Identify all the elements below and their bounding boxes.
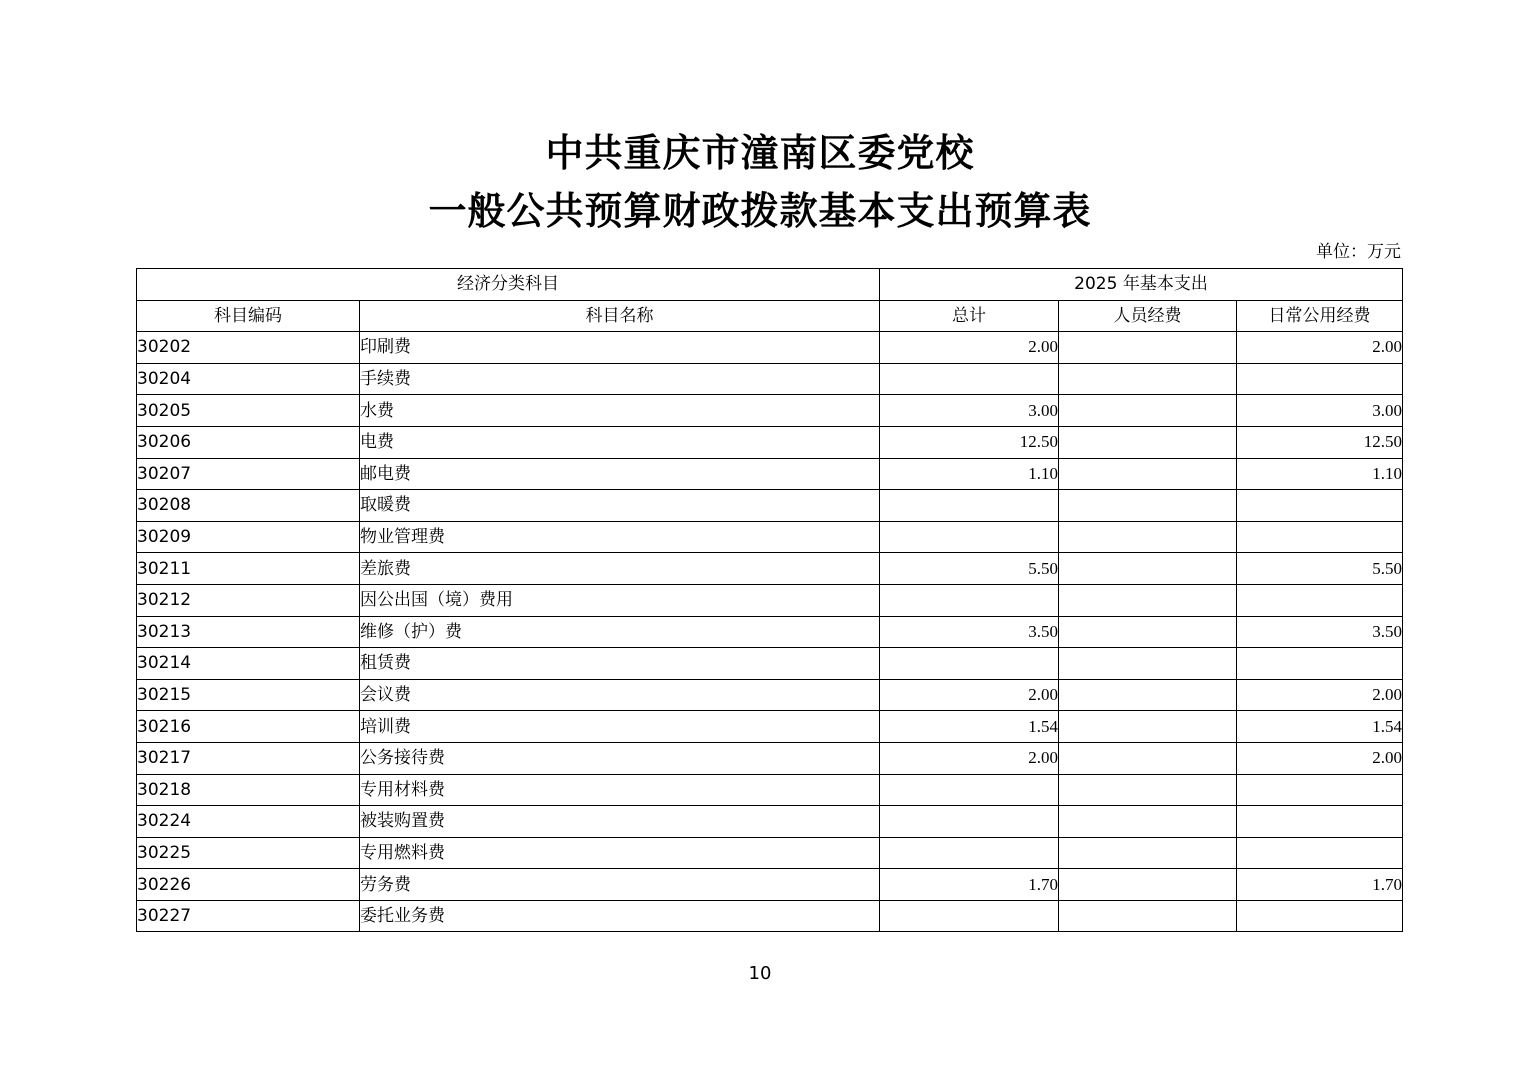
table-row bbox=[137, 806, 1403, 838]
public-expense-cell: 2.00 bbox=[1237, 332, 1403, 364]
subject-code-cell: 30218 bbox=[137, 774, 360, 806]
table-row bbox=[137, 395, 1403, 427]
subject-name-cell: 专用材料费 bbox=[360, 774, 880, 806]
personnel-expense-cell bbox=[1059, 648, 1237, 680]
total-cell: 2.00 bbox=[880, 679, 1059, 711]
subject-code-cell: 30207 bbox=[137, 458, 360, 490]
table-row bbox=[137, 521, 1403, 553]
total-cell bbox=[880, 363, 1059, 395]
subject-code-cell: 30226 bbox=[137, 869, 360, 901]
personnel-expense-cell bbox=[1059, 616, 1237, 648]
table-row bbox=[137, 553, 1403, 585]
personnel-expense-cell bbox=[1059, 679, 1237, 711]
subject-name-cell: 邮电费 bbox=[360, 458, 880, 490]
page-number: 10 bbox=[748, 963, 772, 984]
header-economic-classification: 经济分类科目 bbox=[137, 269, 880, 301]
public-expense-cell bbox=[1237, 900, 1403, 932]
personnel-expense-cell bbox=[1059, 711, 1237, 743]
total-cell bbox=[880, 521, 1059, 553]
table-body bbox=[137, 332, 1403, 932]
table-row bbox=[137, 616, 1403, 648]
total-cell bbox=[880, 806, 1059, 838]
subject-code-cell: 30205 bbox=[137, 395, 360, 427]
public-expense-cell bbox=[1237, 521, 1403, 553]
public-expense-cell bbox=[1237, 363, 1403, 395]
public-expense-cell bbox=[1237, 806, 1403, 838]
subject-name-cell: 取暖费 bbox=[360, 490, 880, 522]
total-cell: 2.00 bbox=[880, 742, 1059, 774]
unit-label: 单位：万元 bbox=[1316, 242, 1401, 262]
subject-code-cell: 30214 bbox=[137, 648, 360, 680]
header-personnel-expense: 人员经费 bbox=[1059, 300, 1237, 332]
subject-code-cell: 30224 bbox=[137, 806, 360, 838]
budget-table bbox=[136, 268, 1403, 932]
subject-code-cell: 30202 bbox=[137, 332, 360, 364]
total-cell: 3.50 bbox=[880, 616, 1059, 648]
subject-code-cell: 30216 bbox=[137, 711, 360, 743]
public-expense-cell: 1.10 bbox=[1237, 458, 1403, 490]
subject-name-cell: 差旅费 bbox=[360, 553, 880, 585]
personnel-expense-cell bbox=[1059, 837, 1237, 869]
header-row-group bbox=[137, 269, 1403, 301]
subject-code-cell: 30211 bbox=[137, 553, 360, 585]
personnel-expense-cell bbox=[1059, 584, 1237, 616]
personnel-expense-cell bbox=[1059, 458, 1237, 490]
personnel-expense-cell bbox=[1059, 774, 1237, 806]
header-subject-name: 科目名称 bbox=[360, 300, 880, 332]
subject-name-cell: 水费 bbox=[360, 395, 880, 427]
total-cell: 5.50 bbox=[880, 553, 1059, 585]
document-title-line2: 一般公共预算财政拨款基本支出预算表 bbox=[428, 188, 1092, 233]
total-cell bbox=[880, 584, 1059, 616]
subject-code-cell: 30213 bbox=[137, 616, 360, 648]
public-expense-cell: 2.00 bbox=[1237, 679, 1403, 711]
total-cell bbox=[880, 774, 1059, 806]
personnel-expense-cell bbox=[1059, 869, 1237, 901]
total-cell bbox=[880, 490, 1059, 522]
subject-name-cell: 培训费 bbox=[360, 711, 880, 743]
table-row bbox=[137, 711, 1403, 743]
public-expense-cell bbox=[1237, 774, 1403, 806]
public-expense-cell: 1.70 bbox=[1237, 869, 1403, 901]
subject-name-cell: 劳务费 bbox=[360, 869, 880, 901]
header-basic-expenditure-2025: 2025 年基本支出 bbox=[880, 269, 1403, 301]
total-cell bbox=[880, 900, 1059, 932]
public-expense-cell bbox=[1237, 648, 1403, 680]
header-public-expense: 日常公用经费 bbox=[1237, 300, 1403, 332]
table-row bbox=[137, 869, 1403, 901]
subject-name-cell: 印刷费 bbox=[360, 332, 880, 364]
table-row bbox=[137, 742, 1403, 774]
personnel-expense-cell bbox=[1059, 900, 1237, 932]
subject-name-cell: 手续费 bbox=[360, 363, 880, 395]
subject-name-cell: 因公出国（境）费用 bbox=[360, 584, 880, 616]
public-expense-cell: 2.00 bbox=[1237, 742, 1403, 774]
subject-code-cell: 30206 bbox=[137, 426, 360, 458]
table-row bbox=[137, 679, 1403, 711]
total-cell bbox=[880, 648, 1059, 680]
header-total: 总计 bbox=[880, 300, 1059, 332]
table-row bbox=[137, 332, 1403, 364]
total-cell: 12.50 bbox=[880, 426, 1059, 458]
table-row bbox=[137, 774, 1403, 806]
total-cell: 1.54 bbox=[880, 711, 1059, 743]
table-row bbox=[137, 490, 1403, 522]
subject-code-cell: 30227 bbox=[137, 900, 360, 932]
document-title-line1: 中共重庆市潼南区委党校 bbox=[545, 130, 975, 175]
public-expense-cell bbox=[1237, 837, 1403, 869]
personnel-expense-cell bbox=[1059, 426, 1237, 458]
total-cell: 1.70 bbox=[880, 869, 1059, 901]
total-cell: 3.00 bbox=[880, 395, 1059, 427]
personnel-expense-cell bbox=[1059, 806, 1237, 838]
subject-name-cell: 物业管理费 bbox=[360, 521, 880, 553]
subject-code-cell: 30204 bbox=[137, 363, 360, 395]
table-row bbox=[137, 584, 1403, 616]
header-subject-code: 科目编码 bbox=[137, 300, 360, 332]
table-row bbox=[137, 458, 1403, 490]
header-row-columns bbox=[137, 300, 1403, 332]
total-cell bbox=[880, 837, 1059, 869]
subject-name-cell: 电费 bbox=[360, 426, 880, 458]
subject-code-cell: 30225 bbox=[137, 837, 360, 869]
table-row bbox=[137, 837, 1403, 869]
personnel-expense-cell bbox=[1059, 363, 1237, 395]
subject-code-cell: 30217 bbox=[137, 742, 360, 774]
table-row bbox=[137, 648, 1403, 680]
public-expense-cell: 1.54 bbox=[1237, 711, 1403, 743]
subject-name-cell: 公务接待费 bbox=[360, 742, 880, 774]
public-expense-cell bbox=[1237, 584, 1403, 616]
personnel-expense-cell bbox=[1059, 395, 1237, 427]
public-expense-cell: 3.50 bbox=[1237, 616, 1403, 648]
subject-code-cell: 30212 bbox=[137, 584, 360, 616]
subject-name-cell: 被装购置费 bbox=[360, 806, 880, 838]
personnel-expense-cell bbox=[1059, 553, 1237, 585]
public-expense-cell: 3.00 bbox=[1237, 395, 1403, 427]
table-row bbox=[137, 426, 1403, 458]
public-expense-cell: 12.50 bbox=[1237, 426, 1403, 458]
subject-code-cell: 30215 bbox=[137, 679, 360, 711]
public-expense-cell: 5.50 bbox=[1237, 553, 1403, 585]
public-expense-cell bbox=[1237, 490, 1403, 522]
subject-name-cell: 委托业务费 bbox=[360, 900, 880, 932]
table-row bbox=[137, 363, 1403, 395]
subject-name-cell: 专用燃料费 bbox=[360, 837, 880, 869]
subject-code-cell: 30209 bbox=[137, 521, 360, 553]
subject-name-cell: 会议费 bbox=[360, 679, 880, 711]
subject-name-cell: 维修（护）费 bbox=[360, 616, 880, 648]
total-cell: 2.00 bbox=[880, 332, 1059, 364]
subject-name-cell: 租赁费 bbox=[360, 648, 880, 680]
personnel-expense-cell bbox=[1059, 742, 1237, 774]
subject-code-cell: 30208 bbox=[137, 490, 360, 522]
personnel-expense-cell bbox=[1059, 521, 1237, 553]
personnel-expense-cell bbox=[1059, 332, 1237, 364]
table-row bbox=[137, 900, 1403, 932]
personnel-expense-cell bbox=[1059, 490, 1237, 522]
total-cell: 1.10 bbox=[880, 458, 1059, 490]
